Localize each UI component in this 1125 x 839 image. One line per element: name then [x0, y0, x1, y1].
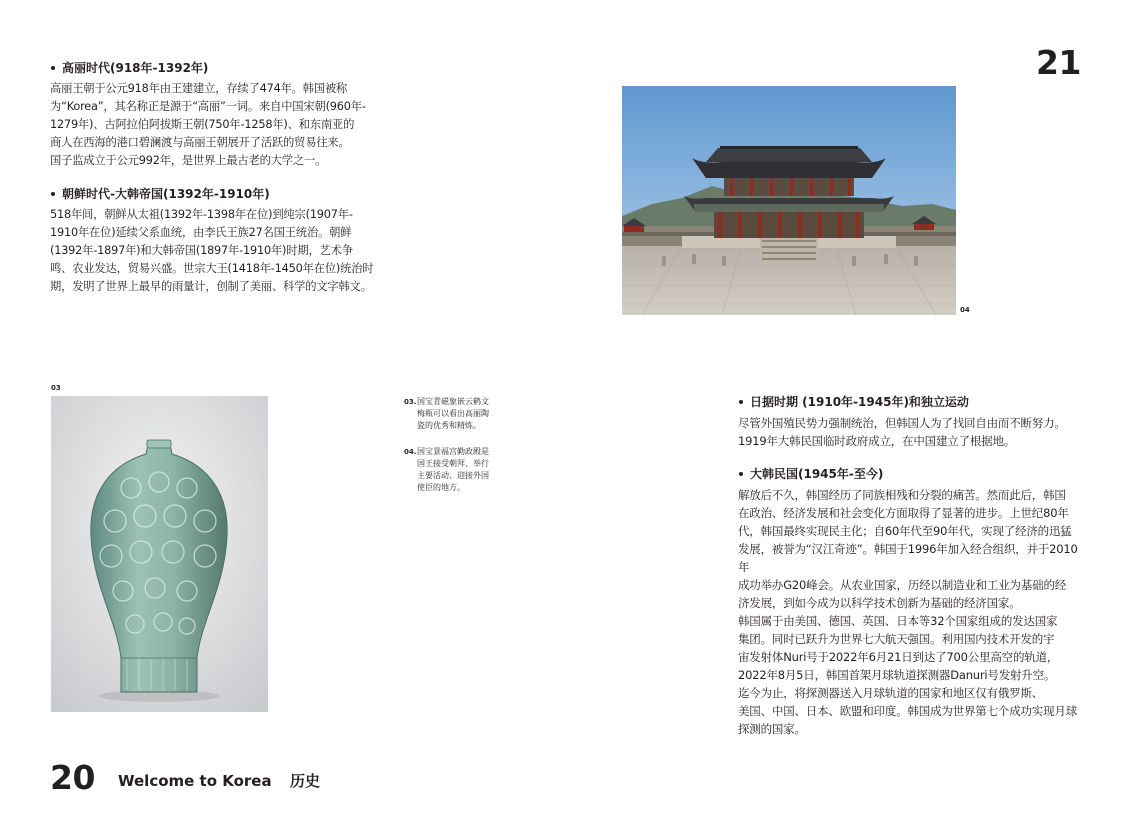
- caption-03: 03. 国宝青磁象嵌云鹤文 梅瓶可以看出高丽陶 瓷的优秀和精炼。: [404, 397, 489, 430]
- bullet-icon: [51, 192, 55, 196]
- celadon-vase-photo: [51, 396, 268, 712]
- section-label: 历史: [290, 772, 321, 790]
- image-number-03: 03: [51, 384, 61, 392]
- caption-04: 04. 国宝景福宫勤政殿是 国王接受朝拜、举行 主要活动、迎接外国 使臣的地方。: [404, 447, 489, 492]
- photo-captions: [404, 396, 514, 494]
- section-body-goryeo: 高丽王朝于公元918年由王建建立，存续了474年。韩国被称 为“Korea”，其名称正是源于“高丽”一词。来自中国宋朝(960年- 1279年)、古阿拉伯阿拔斯王朝(750年-1258年)、和东南亚的 商人在西海的港口碧澜渡与高丽王朝展开了活跃的贸易往来。 国子监成立于公元992年，是世界上最古老的大学之一。: [50, 82, 366, 167]
- section-heading-republic: 大韩民国(1945年-至今): [738, 466, 1083, 482]
- right-text-column: [738, 394, 1083, 738]
- section-body-joseon: 518年间，朝鲜从太祖(1392年-1398年在位)到纯宗(1907年- 1910年在位)延续父系血统，由李氏王族27名国王统治。朝鲜 (1392年-1897年)和大韩帝国(1897年-1910年)时期，艺术争 鸣、农业发达，贸易兴盛。世宗大王(1418年-1450年在位)统治时 期，发明了世界上最早的雨量计，创制了美丽、科学的文字韩文。: [50, 208, 374, 293]
- section-body-japanese-rule: 尽管外国殖民势力强制统治，但韩国人为了找回自由而不断努力。 1919年大韩民国临时政府成立，在中国建立了根据地。: [738, 416, 1066, 448]
- section-heading-japanese-rule: 日据时期 (1910年-1945年)和独立运动: [738, 394, 1083, 410]
- section-heading-goryeo: 高丽时代(918年-1392年): [50, 60, 380, 76]
- page-number-right: 21: [1036, 43, 1081, 82]
- left-text-column: [50, 60, 380, 296]
- bullet-icon: [739, 400, 743, 404]
- section-body-republic: 解放后不久，韩国经历了同族相残和分裂的痛苦。然而此后，韩国 在政治、经济发展和社会变化方面取得了显著的进步。上世纪80年 代，韩国最终实现民主化；自60年代至90年代，实现了经济的迅猛 发展，被誉为“汉江奇迹”。韩国于1996年加入经合组织，并于2010年 成功举办G20峰会。从农业国家，历经以制造业和工业为基础的经 济发展，到如今成为以科学技术创新为基础的经济国家。 韩国属于由美国、德国、英国、日本等32个国家组成的发达国家 集团。同时已跃升为世界七大航天强国。利用国内技术开发的宇 宙发射体Nuri号于2022年6月21日到达了700公里高空的轨道， 2022年8月5日，韩国首架月球轨道探测器Danuri号发射升空。 迄今为止，将探测器送入月球轨道的国家和地区仅有俄罗斯、 美国、中国、日本、欧盟和印度。韩国成为世界第七个成功实现月球 探测的国家。: [738, 488, 1078, 736]
- bullet-icon: [51, 66, 55, 70]
- image-number-04: 04: [960, 306, 970, 314]
- page-number-left: 20: [50, 758, 95, 797]
- section-heading-joseon: 朝鲜时代-大韩帝国(1392年-1910年): [50, 186, 380, 202]
- geunjeongjeon-hall-photo: [622, 86, 956, 315]
- bullet-icon: [739, 472, 743, 476]
- magazine-title: Welcome to Korea: [118, 772, 272, 790]
